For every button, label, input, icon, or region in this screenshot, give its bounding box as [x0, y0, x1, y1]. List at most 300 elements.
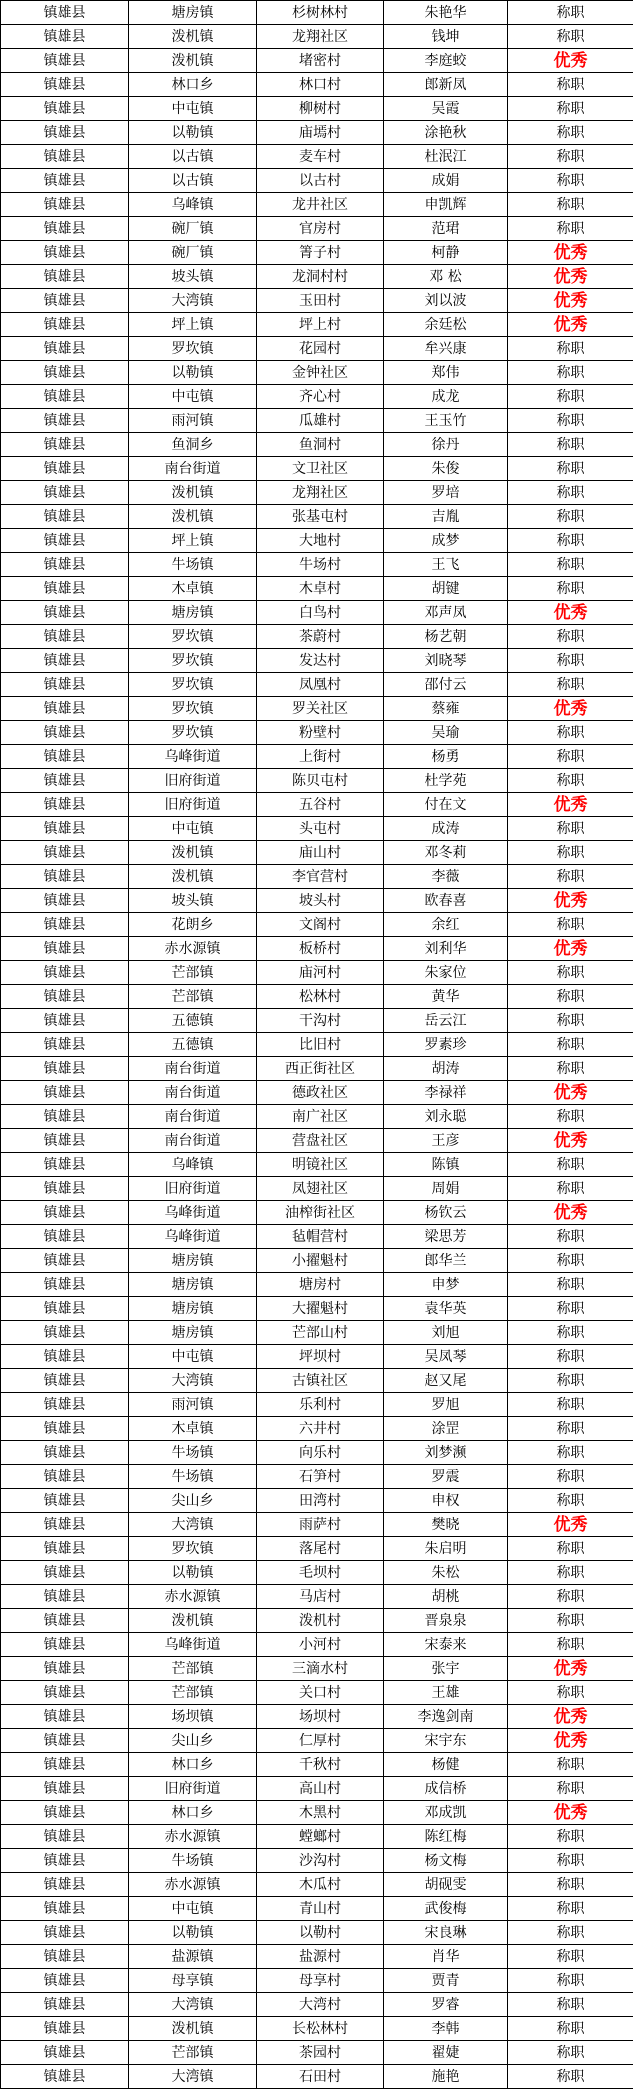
rating-cell: 称职 [508, 1345, 633, 1369]
village-cell: 凤翅社区 [257, 1177, 384, 1201]
town-cell: 南台街道 [129, 1105, 257, 1129]
table-row [1, 1009, 633, 1033]
name-cell: 梁思芳 [384, 1225, 508, 1249]
table-row [1, 721, 633, 745]
table-row [1, 1681, 633, 1705]
town-cell: 中屯镇 [129, 1345, 257, 1369]
name-cell: 陈镇 [384, 1153, 508, 1177]
county-cell: 镇雄县 [1, 1873, 129, 1897]
county-cell: 镇雄县 [1, 1153, 129, 1177]
name-cell: 肖华 [384, 1945, 508, 1969]
rating-cell: 称职 [508, 1537, 633, 1561]
village-cell: 牛场村 [257, 553, 384, 577]
table-row [1, 1513, 633, 1537]
rating-cell: 称职 [508, 193, 633, 217]
village-cell: 西正街社区 [257, 1057, 384, 1081]
town-cell: 坪上镇 [129, 313, 257, 337]
rating-cell: 优秀 [508, 241, 633, 265]
village-cell: 场坝村 [257, 1705, 384, 1729]
town-cell: 南台街道 [129, 1057, 257, 1081]
county-cell: 镇雄县 [1, 577, 129, 601]
table-row [1, 1417, 633, 1441]
town-cell: 泼机镇 [129, 865, 257, 889]
name-cell: 王飞 [384, 553, 508, 577]
name-cell: 宋泰来 [384, 1633, 508, 1657]
name-cell: 李韩 [384, 2017, 508, 2041]
town-cell: 林口乡 [129, 1753, 257, 1777]
village-cell: 龙井社区 [257, 193, 384, 217]
name-cell: 刘以波 [384, 289, 508, 313]
county-cell: 镇雄县 [1, 337, 129, 361]
county-cell: 镇雄县 [1, 1801, 129, 1825]
name-cell: 成梦 [384, 529, 508, 553]
county-cell: 镇雄县 [1, 1105, 129, 1129]
rating-cell: 优秀 [508, 1129, 633, 1153]
name-cell: 朱俊 [384, 457, 508, 481]
name-cell: 王彦 [384, 1129, 508, 1153]
rating-cell: 称职 [508, 961, 633, 985]
county-cell: 镇雄县 [1, 1705, 129, 1729]
village-cell: 大湾村 [257, 1993, 384, 2017]
village-cell: 长松林村 [257, 2017, 384, 2041]
table-row [1, 1033, 633, 1057]
town-cell: 以勒镇 [129, 1561, 257, 1585]
rating-cell: 优秀 [508, 793, 633, 817]
town-cell: 坡头镇 [129, 889, 257, 913]
village-cell: 粉壁村 [257, 721, 384, 745]
town-cell: 乌峰镇 [129, 193, 257, 217]
county-cell: 镇雄县 [1, 1585, 129, 1609]
town-cell: 大湾镇 [129, 1993, 257, 2017]
name-cell: 吴霞 [384, 97, 508, 121]
rating-cell: 称职 [508, 1369, 633, 1393]
county-cell: 镇雄县 [1, 529, 129, 553]
town-cell: 塘房镇 [129, 1273, 257, 1297]
village-cell: 齐心村 [257, 385, 384, 409]
county-cell: 镇雄县 [1, 889, 129, 913]
table-row [1, 673, 633, 697]
rating-cell: 称职 [508, 745, 633, 769]
rating-cell: 称职 [508, 1633, 633, 1657]
village-cell: 李官营村 [257, 865, 384, 889]
town-cell: 罗坎镇 [129, 1537, 257, 1561]
county-cell: 镇雄县 [1, 505, 129, 529]
town-cell: 场坝镇 [129, 1705, 257, 1729]
rating-cell: 称职 [508, 217, 633, 241]
county-cell: 镇雄县 [1, 769, 129, 793]
table-row [1, 193, 633, 217]
county-cell: 镇雄县 [1, 1609, 129, 1633]
county-cell: 镇雄县 [1, 865, 129, 889]
rating-cell: 称职 [508, 985, 633, 1009]
name-cell: 邓成凯 [384, 1801, 508, 1825]
name-cell: 胡涛 [384, 1057, 508, 1081]
name-cell: 罗培 [384, 481, 508, 505]
town-cell: 南台街道 [129, 1129, 257, 1153]
name-cell: 余红 [384, 913, 508, 937]
table-row [1, 265, 633, 289]
village-cell: 向乐村 [257, 1441, 384, 1465]
village-cell: 田湾村 [257, 1489, 384, 1513]
rating-cell: 优秀 [508, 697, 633, 721]
name-cell: 周娟 [384, 1177, 508, 1201]
county-cell: 镇雄县 [1, 1201, 129, 1225]
name-cell: 胡砚雯 [384, 1873, 508, 1897]
name-cell: 朱启明 [384, 1537, 508, 1561]
rating-cell: 称职 [508, 1585, 633, 1609]
town-cell: 赤水源镇 [129, 1873, 257, 1897]
town-cell: 旧府街道 [129, 769, 257, 793]
name-cell: 涂艳秋 [384, 121, 508, 145]
table-row [1, 217, 633, 241]
county-cell: 镇雄县 [1, 817, 129, 841]
name-cell: 杨文梅 [384, 1849, 508, 1873]
rating-cell: 称职 [508, 361, 633, 385]
county-cell: 镇雄县 [1, 1393, 129, 1417]
county-cell: 镇雄县 [1, 1561, 129, 1585]
village-cell: 油榨街社区 [257, 1201, 384, 1225]
county-cell: 镇雄县 [1, 361, 129, 385]
name-cell: 黄华 [384, 985, 508, 1009]
village-cell: 比旧村 [257, 1033, 384, 1057]
rating-cell: 称职 [508, 1273, 633, 1297]
table-row [1, 169, 633, 193]
village-cell: 茶园村 [257, 2041, 384, 2065]
village-cell: 乐利村 [257, 1393, 384, 1417]
rating-cell: 称职 [508, 529, 633, 553]
rating-cell: 称职 [508, 1033, 633, 1057]
table-row [1, 1345, 633, 1369]
table-row [1, 241, 633, 265]
town-cell: 旧府街道 [129, 793, 257, 817]
rating-cell: 称职 [508, 1873, 633, 1897]
town-cell: 木卓镇 [129, 1417, 257, 1441]
table-row [1, 1561, 633, 1585]
table-row [1, 1705, 633, 1729]
rating-cell: 称职 [508, 769, 633, 793]
village-cell: 木瓜村 [257, 1873, 384, 1897]
rating-cell: 称职 [508, 673, 633, 697]
rating-cell: 称职 [508, 481, 633, 505]
county-cell: 镇雄县 [1, 985, 129, 1009]
village-cell: 罗关社区 [257, 697, 384, 721]
village-cell: 芒部山村 [257, 1321, 384, 1345]
town-cell: 芒部镇 [129, 1681, 257, 1705]
table-row [1, 841, 633, 865]
rating-cell: 称职 [508, 553, 633, 577]
table-row [1, 1801, 633, 1825]
name-cell: 徐丹 [384, 433, 508, 457]
town-cell: 牛场镇 [129, 1465, 257, 1489]
village-cell: 上街村 [257, 745, 384, 769]
name-cell: 李禄祥 [384, 1081, 508, 1105]
town-cell: 旧府街道 [129, 1777, 257, 1801]
village-cell: 龙翔社区 [257, 25, 384, 49]
name-cell: 罗素珍 [384, 1033, 508, 1057]
table-row [1, 1945, 633, 1969]
county-cell: 镇雄县 [1, 673, 129, 697]
table-row [1, 49, 633, 73]
rating-cell: 优秀 [508, 1657, 633, 1681]
name-cell: 宋宇东 [384, 1729, 508, 1753]
name-cell: 袁华英 [384, 1297, 508, 1321]
table-row [1, 1777, 633, 1801]
table-row [1, 2041, 633, 2065]
town-cell: 乌峰街道 [129, 745, 257, 769]
village-cell: 陈贝屯村 [257, 769, 384, 793]
name-cell: 邓冬莉 [384, 841, 508, 865]
village-cell: 庙山村 [257, 841, 384, 865]
rating-cell: 称职 [508, 1921, 633, 1945]
name-cell: 杨健 [384, 1753, 508, 1777]
name-cell: 罗震 [384, 1465, 508, 1489]
village-cell: 发达村 [257, 649, 384, 673]
name-cell: 刘永聪 [384, 1105, 508, 1129]
rating-cell: 称职 [508, 1105, 633, 1129]
county-cell: 镇雄县 [1, 25, 129, 49]
village-cell: 堵密村 [257, 49, 384, 73]
name-cell: 成龙 [384, 385, 508, 409]
town-cell: 罗坎镇 [129, 697, 257, 721]
name-cell: 申权 [384, 1489, 508, 1513]
table-row [1, 1489, 633, 1513]
rating-cell: 称职 [508, 1249, 633, 1273]
table-row [1, 73, 633, 97]
name-cell: 武俊梅 [384, 1897, 508, 1921]
table-row [1, 1585, 633, 1609]
county-cell: 镇雄县 [1, 1465, 129, 1489]
village-cell: 螳螂村 [257, 1825, 384, 1849]
name-cell: 朱艳华 [384, 1, 508, 25]
county-cell: 镇雄县 [1, 433, 129, 457]
name-cell: 李薇 [384, 865, 508, 889]
county-cell: 镇雄县 [1, 1417, 129, 1441]
table-row [1, 1873, 633, 1897]
town-cell: 盐源镇 [129, 1945, 257, 1969]
village-cell: 花园村 [257, 337, 384, 361]
town-cell: 赤水源镇 [129, 937, 257, 961]
table-row [1, 577, 633, 601]
county-cell: 镇雄县 [1, 1441, 129, 1465]
rating-cell: 称职 [508, 337, 633, 361]
table-row [1, 361, 633, 385]
name-cell: 朱家位 [384, 961, 508, 985]
table-row [1, 913, 633, 937]
name-cell: 刘利华 [384, 937, 508, 961]
name-cell: 胡键 [384, 577, 508, 601]
name-cell: 杨勇 [384, 745, 508, 769]
county-cell: 镇雄县 [1, 1849, 129, 1873]
rating-cell: 称职 [508, 1009, 633, 1033]
rating-cell: 称职 [508, 1153, 633, 1177]
rating-cell: 称职 [508, 1321, 633, 1345]
table-row [1, 625, 633, 649]
village-cell: 庙河村 [257, 961, 384, 985]
rating-cell: 称职 [508, 121, 633, 145]
town-cell: 泼机镇 [129, 481, 257, 505]
name-cell: 贾青 [384, 1969, 508, 1993]
town-cell: 坡头镇 [129, 265, 257, 289]
rating-cell: 称职 [508, 73, 633, 97]
village-cell: 泼机村 [257, 1609, 384, 1633]
rating-cell: 称职 [508, 649, 633, 673]
name-cell: 晋泉泉 [384, 1609, 508, 1633]
name-cell: 欧春喜 [384, 889, 508, 913]
table-row [1, 1729, 633, 1753]
town-cell: 赤水源镇 [129, 1585, 257, 1609]
village-cell: 三滴水村 [257, 1657, 384, 1681]
village-cell: 青山村 [257, 1897, 384, 1921]
name-cell: 郑伟 [384, 361, 508, 385]
rating-cell: 优秀 [508, 313, 633, 337]
rating-cell: 称职 [508, 25, 633, 49]
town-cell: 罗坎镇 [129, 649, 257, 673]
name-cell: 钱坤 [384, 25, 508, 49]
county-cell: 镇雄县 [1, 1897, 129, 1921]
county-cell: 镇雄县 [1, 697, 129, 721]
rating-cell: 称职 [508, 1897, 633, 1921]
table-row [1, 889, 633, 913]
name-cell: 邓 松 [384, 265, 508, 289]
table-row [1, 745, 633, 769]
county-cell: 镇雄县 [1, 1033, 129, 1057]
county-cell: 镇雄县 [1, 121, 129, 145]
table-row [1, 1273, 633, 1297]
town-cell: 乌峰街道 [129, 1225, 257, 1249]
table-row [1, 121, 633, 145]
name-cell: 王玉竹 [384, 409, 508, 433]
village-cell: 坡头村 [257, 889, 384, 913]
town-cell: 塘房镇 [129, 601, 257, 625]
name-cell: 罗旭 [384, 1393, 508, 1417]
village-cell: 以古村 [257, 169, 384, 193]
village-cell: 庙墕村 [257, 121, 384, 145]
town-cell: 大湾镇 [129, 2065, 257, 2089]
table-row [1, 817, 633, 841]
table-row [1, 865, 633, 889]
table-body [1, 1, 633, 2089]
village-cell: 龙翔社区 [257, 481, 384, 505]
rating-cell: 称职 [508, 1969, 633, 1993]
name-cell: 王雄 [384, 1681, 508, 1705]
village-cell: 德政社区 [257, 1081, 384, 1105]
town-cell: 尖山乡 [129, 1489, 257, 1513]
village-cell: 白鸟村 [257, 601, 384, 625]
name-cell: 蔡雍 [384, 697, 508, 721]
rating-cell: 称职 [508, 865, 633, 889]
village-cell: 头屯村 [257, 817, 384, 841]
town-cell: 中屯镇 [129, 817, 257, 841]
county-cell: 镇雄县 [1, 1273, 129, 1297]
name-cell: 付在文 [384, 793, 508, 817]
table-row [1, 337, 633, 361]
town-cell: 林口乡 [129, 1801, 257, 1825]
name-cell: 申凯辉 [384, 193, 508, 217]
county-cell: 镇雄县 [1, 481, 129, 505]
name-cell: 吴瑜 [384, 721, 508, 745]
village-cell: 箐子村 [257, 241, 384, 265]
rating-cell: 称职 [508, 625, 633, 649]
table-row [1, 1465, 633, 1489]
rating-cell: 称职 [508, 1297, 633, 1321]
name-cell: 成信桥 [384, 1777, 508, 1801]
table-row [1, 1369, 633, 1393]
rating-cell: 称职 [508, 1417, 633, 1441]
table-row [1, 1105, 633, 1129]
county-cell: 镇雄县 [1, 2017, 129, 2041]
town-cell: 塘房镇 [129, 1, 257, 25]
rating-cell: 称职 [508, 817, 633, 841]
county-cell: 镇雄县 [1, 793, 129, 817]
county-cell: 镇雄县 [1, 1633, 129, 1657]
rating-cell: 优秀 [508, 1081, 633, 1105]
rating-cell: 称职 [508, 409, 633, 433]
county-cell: 镇雄县 [1, 1297, 129, 1321]
village-cell: 石田村 [257, 2065, 384, 2089]
village-cell: 坪坝村 [257, 1345, 384, 1369]
county-cell: 镇雄县 [1, 649, 129, 673]
table-row [1, 385, 633, 409]
table-row [1, 2017, 633, 2041]
rating-cell: 称职 [508, 1, 633, 25]
county-cell: 镇雄县 [1, 1321, 129, 1345]
name-cell: 郎华兰 [384, 1249, 508, 1273]
village-cell: 张基屯村 [257, 505, 384, 529]
table-row [1, 1633, 633, 1657]
town-cell: 以古镇 [129, 145, 257, 169]
village-cell: 金钟社区 [257, 361, 384, 385]
rating-cell: 称职 [508, 1777, 633, 1801]
rating-cell: 称职 [508, 721, 633, 745]
county-cell: 镇雄县 [1, 169, 129, 193]
county-cell: 镇雄县 [1, 457, 129, 481]
town-cell: 泼机镇 [129, 841, 257, 865]
county-cell: 镇雄县 [1, 1249, 129, 1273]
table-row [1, 601, 633, 625]
table-row [1, 1297, 633, 1321]
town-cell: 泼机镇 [129, 49, 257, 73]
village-cell: 马店村 [257, 1585, 384, 1609]
town-cell: 罗坎镇 [129, 337, 257, 361]
village-cell: 文阁村 [257, 913, 384, 937]
town-cell: 旧府街道 [129, 1177, 257, 1201]
village-cell: 柳树村 [257, 97, 384, 121]
rating-cell: 优秀 [508, 1729, 633, 1753]
name-cell: 柯静 [384, 241, 508, 265]
town-cell: 赤水源镇 [129, 1825, 257, 1849]
rating-cell: 称职 [508, 145, 633, 169]
table-row [1, 505, 633, 529]
rating-cell: 称职 [508, 1993, 633, 2017]
village-cell: 沙沟村 [257, 1849, 384, 1873]
table-row [1, 1753, 633, 1777]
village-cell: 五谷村 [257, 793, 384, 817]
table-row [1, 649, 633, 673]
name-cell: 成娟 [384, 169, 508, 193]
town-cell: 碗厂镇 [129, 217, 257, 241]
village-cell: 官房村 [257, 217, 384, 241]
table-row [1, 1993, 633, 2017]
county-cell: 镇雄县 [1, 1177, 129, 1201]
name-cell: 牟兴康 [384, 337, 508, 361]
town-cell: 坪上镇 [129, 529, 257, 553]
table-row [1, 1441, 633, 1465]
town-cell: 牛场镇 [129, 1441, 257, 1465]
village-cell: 凤凰村 [257, 673, 384, 697]
county-cell: 镇雄县 [1, 1657, 129, 1681]
name-cell: 吉胤 [384, 505, 508, 529]
table-row [1, 25, 633, 49]
